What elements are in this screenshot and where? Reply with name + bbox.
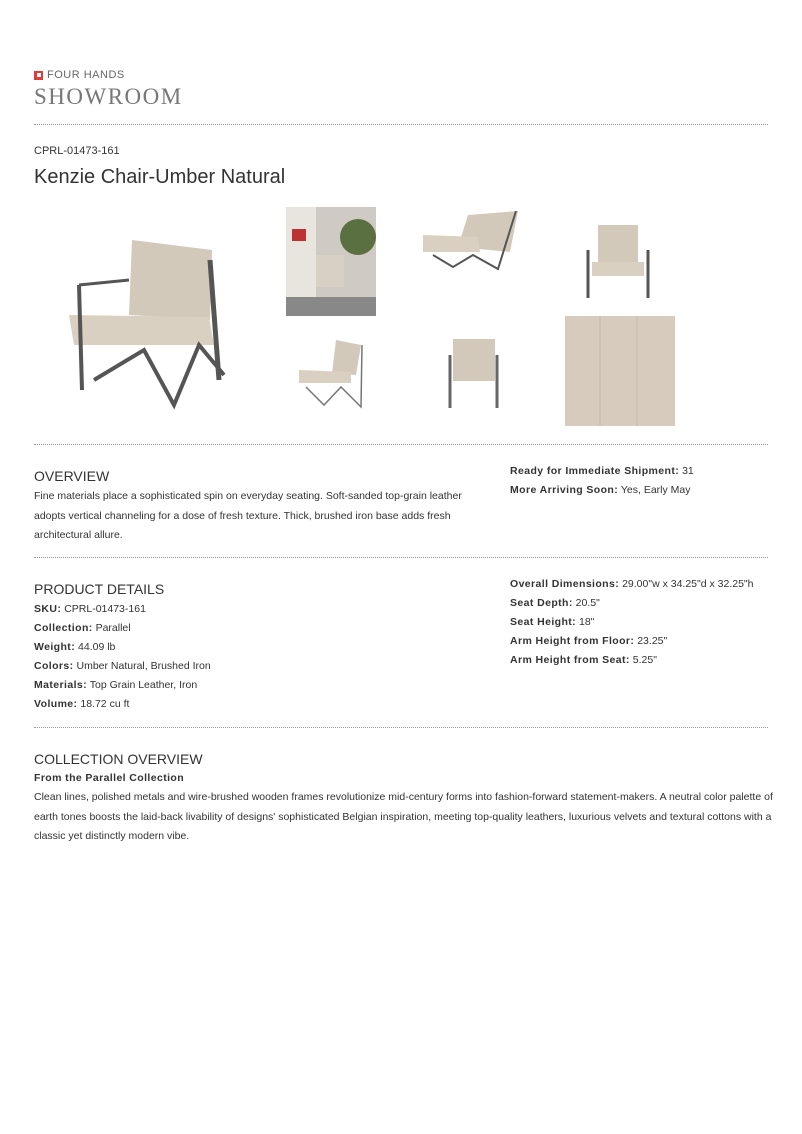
detail-materials <box>34 676 211 695</box>
value: 44.09 lb <box>78 641 116 653</box>
product-sku: CPRL-01473-161 <box>34 145 120 157</box>
value: Top Grain Leather, Iron <box>89 679 198 691</box>
label: Arm Height from Seat: <box>510 654 630 666</box>
details-left <box>34 600 211 714</box>
overview-text: Fine materials place a sophisticated spin on everyday seating. Soft-sanded top-grain leather adopts vertical channeling for a dose of fresh texture. Thick, brushed iron base adds fresh architectural allure. <box>34 490 462 541</box>
detail-volume <box>34 695 211 714</box>
detail-seat-depth <box>510 594 754 613</box>
detail-arm-height-seat <box>510 651 754 670</box>
collection-subheading: From the Parallel Collection <box>34 772 185 784</box>
value: Umber Natural, Brushed Iron <box>76 660 211 672</box>
label: SKU: <box>34 603 62 615</box>
value: 31 <box>682 465 694 477</box>
brand-logo-top <box>34 69 125 81</box>
label: Colors: <box>34 660 74 672</box>
availability-ready <box>510 462 694 481</box>
value: CPRL-01473-161 <box>64 603 146 615</box>
detail-weight <box>34 638 211 657</box>
page-title: Kenzie Chair-Umber Natural <box>34 166 286 188</box>
label: Materials: <box>34 679 88 691</box>
availability <box>510 462 694 500</box>
product-image-swatch <box>565 316 675 426</box>
overview-heading: OVERVIEW <box>34 468 110 484</box>
detail-collection <box>34 619 211 638</box>
value: 29.00"w x 34.25"d x 32.25"h <box>622 578 754 590</box>
product-image-main <box>34 205 246 430</box>
product-image-lifestyle <box>286 207 376 316</box>
value: 23.25" <box>637 635 668 647</box>
detail-arm-height-floor <box>510 632 754 651</box>
product-image-front <box>580 222 655 300</box>
product-image-angle <box>296 335 367 410</box>
divider <box>34 727 768 728</box>
brand-logo-main: SHOWROOM <box>34 84 183 109</box>
label: Seat Height: <box>510 616 577 628</box>
product-image-side <box>418 207 520 272</box>
divider <box>34 557 768 558</box>
label: Weight: <box>34 641 76 653</box>
value: 5.25" <box>632 654 657 666</box>
detail-colors <box>34 657 211 676</box>
product-details-heading: PRODUCT DETAILS <box>34 581 165 597</box>
value: 18" <box>578 616 595 628</box>
brand-name: FOUR HANDS <box>47 69 125 81</box>
label: Arm Height from Floor: <box>510 635 635 647</box>
collection-text: Clean lines, polished metals and wire-brushed wooden frames revolutionize mid-century forms into fashion-forward statement-makers. A neutral color palette of earth tones boosts the laid-back livability of designs' sophisticated Belgian inspiration, meeting top-quality leathers, luxurious velvets and textural cottons with a classic yet distinctly modern vibe. <box>34 791 773 842</box>
label: Volume: <box>34 698 78 710</box>
label: Seat Depth: <box>510 597 573 609</box>
label: Collection: <box>34 622 93 634</box>
detail-seat-height <box>510 613 754 632</box>
value: 20.5" <box>575 597 600 609</box>
label: Ready for Immediate Shipment: <box>510 465 680 477</box>
value: 18.72 cu ft <box>80 698 130 710</box>
detail-sku <box>34 600 211 619</box>
collection-overview-heading: COLLECTION OVERVIEW <box>34 751 203 767</box>
details-right <box>510 575 754 670</box>
label: More Arriving Soon: <box>510 484 619 496</box>
logo-square-icon <box>34 71 43 80</box>
divider <box>34 124 768 125</box>
product-image-back <box>445 335 502 410</box>
detail-overall-dimensions <box>510 575 754 594</box>
value: Parallel <box>95 622 131 634</box>
label: Overall Dimensions: <box>510 578 620 590</box>
availability-arriving <box>510 481 694 500</box>
divider <box>34 444 768 445</box>
value: Yes, Early May <box>620 484 691 496</box>
